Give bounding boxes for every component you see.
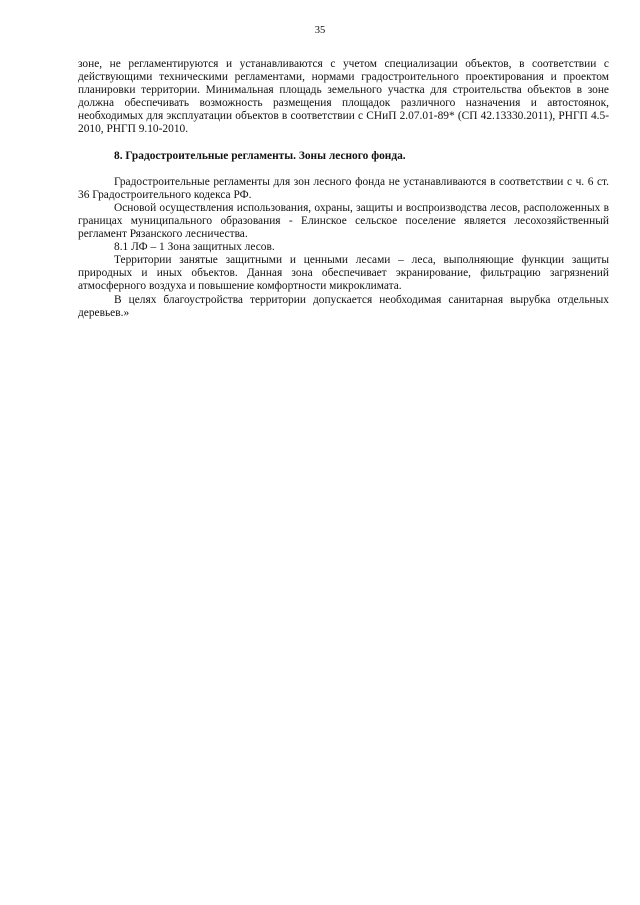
page-number: 35 (314, 25, 326, 36)
paragraph-continuation: зоне, не регламентируются и устанавливаются с учетом специализации объектов, в соответствии с действующими техническими регламентами, нормами градостроительного проектирования и проектом планировки территории. Минимальная площадь земельного участка для строительства объектов в зоне должна обеспечивать возможность размещения площадок различного назначения и автостоянок, необходимых для эксплуатации объектов в соответствии с СНиП 2.07.01-89* (СП 42.13330.2011), РНГП 4.5-2010, РНГП 9.10-2010. (78, 58, 609, 136)
subsection-heading: 8.1 ЛФ – 1 Зона защитных лесов. (114, 241, 275, 254)
paragraph-forest-basis: Основой осуществления использования, охраны, защиты и воспроизводства лесов, расположенных в границах муниципального образования - Елинское сельское поселение является лесохозяйственный регламент Рязанского лесничества. (78, 201, 609, 241)
document-body (78, 58, 609, 320)
blank-line (78, 163, 609, 176)
paragraph-protective-forests: Территории занятые защитными и ценными лесами – леса, выполняющие функции защиты природных и иных объектов. Данная зона обеспечивает экранирование, фильтрацию загрязнений атмосферного воздуха и повышение комфортности микроклимата. (78, 254, 609, 293)
paragraph-regulations: Градостроительные регламенты для зон лесного фонда не устанавливаются в соответствии с ч. 6 ст. 36 Градостроительного кодекса РФ. (78, 175, 609, 201)
section-heading: 8. Градостроительные регламенты. Зоны лесного фонда. (114, 149, 406, 162)
paragraph-sanitary-felling: В целях благоустройства территории допускается необходимая санитарная вырубка отдельных деревьев.» (78, 293, 609, 319)
